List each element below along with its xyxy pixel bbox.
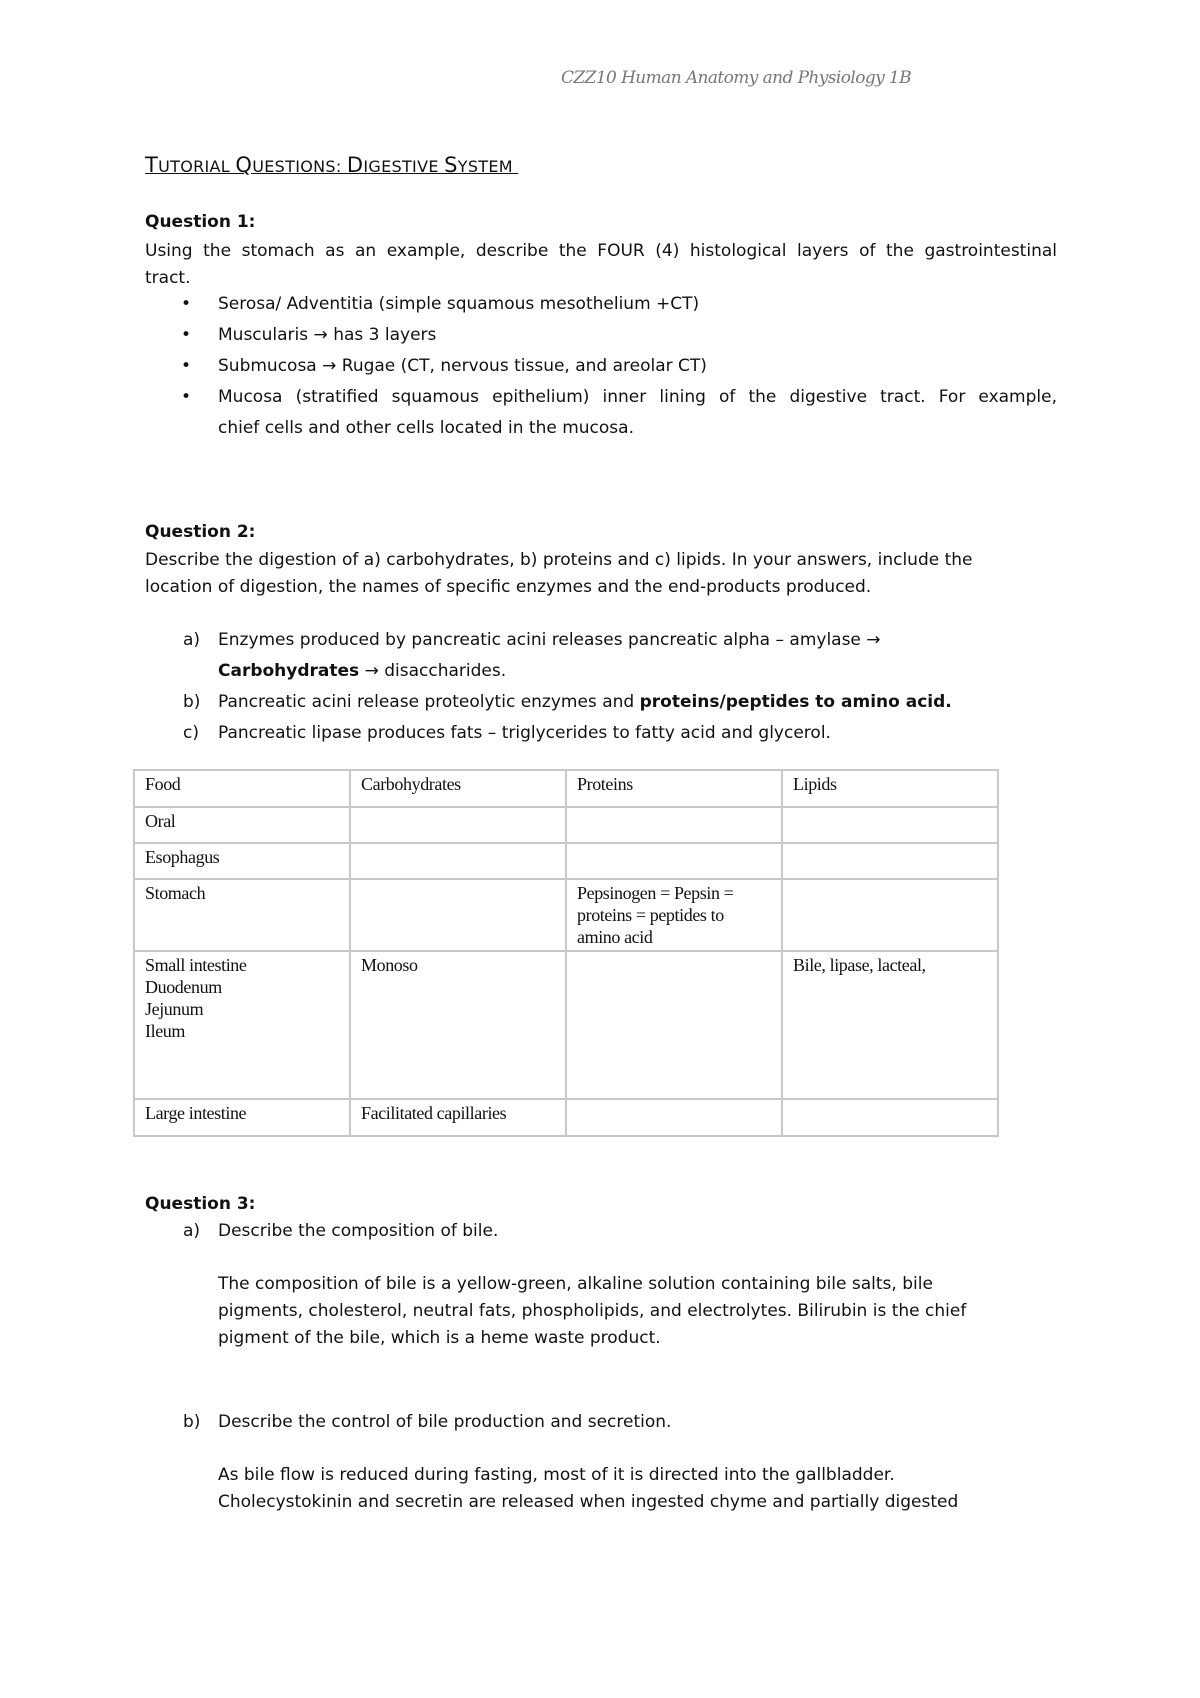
table-cell xyxy=(782,843,998,879)
table-cell xyxy=(566,951,782,1099)
table-cell: Pepsinogen = Pepsin = proteins = peptides to amino acid xyxy=(566,879,782,951)
list-item: • Mucosa (stratified squamous epithelium) inner lining of the digestive tract. For example, chief cells and other cells located in the mucosa. xyxy=(145,382,1057,444)
table-cell: Oral xyxy=(134,807,350,843)
table-row xyxy=(134,879,998,951)
course-header: CZZ10 Human Anatomy and Physiology 1B xyxy=(561,68,912,88)
table-cell xyxy=(566,843,782,879)
arrow-icon: → xyxy=(322,356,337,376)
question-3a-answer: The composition of bile is a yellow-green, alkaline solution containing bile salts, bile pigments, cholesterol, neutral fats, phospholipids, and electrolytes. Bilirubin is the chief pigment of the bile, which is a heme waste product. xyxy=(218,1274,967,1348)
question-1-layer-list xyxy=(145,289,1057,444)
list-item: • Serosa/ Adventitia (simple squamous mesothelium +CT) xyxy=(145,289,1057,320)
question-2-heading: Question 2: xyxy=(145,522,256,542)
table-cell xyxy=(566,1099,782,1136)
bullet-icon: • xyxy=(181,356,192,376)
list-item: c) Pancreatic lipase produces fats – triglycerides to fatty acid and glycerol. xyxy=(183,723,831,743)
table-header-cell: Lipids xyxy=(782,770,998,807)
question-3b xyxy=(145,1407,1057,1438)
list-item: b) Pancreatic acini release proteolytic enzymes and proteins/peptides to amino acid. xyxy=(183,692,952,712)
list-item: b) Describe the control of bile production and secretion. xyxy=(183,1412,672,1432)
table-cell: Facilitated capillaries xyxy=(350,1099,566,1136)
question-3b-answer: As bile flow is reduced during fasting, most of it is directed into the gallbladder. Cholecystokinin and secretin are released when ingested chyme and partially digested xyxy=(218,1465,959,1512)
list-item: • Submucosa → Rugae (CT, nervous tissue, and areolar CT) xyxy=(145,351,1057,382)
table-row xyxy=(134,951,998,1099)
table-header-row xyxy=(134,770,998,807)
question-2-answer-list xyxy=(145,625,1057,749)
question-2-prompt-line-2: location of digestion, the names of specific enzymes and the end-products produced. xyxy=(145,577,872,597)
question-2-prompt-line-1: Describe the digestion of a) carbohydrates, b) proteins and c) lipids. In your answers, include the xyxy=(145,550,973,570)
table-row xyxy=(134,807,998,843)
table-cell: Bile, lipase, lacteal, xyxy=(782,951,998,1099)
digestion-table xyxy=(133,769,999,1137)
table-row xyxy=(134,1099,998,1136)
table-header-cell: Carbohydrates xyxy=(350,770,566,807)
table-cell xyxy=(566,807,782,843)
list-item: • Muscularis → has 3 layers xyxy=(145,320,1057,351)
question-3-heading: Question 3: xyxy=(145,1194,256,1214)
list-item: a) Enzymes produced by pancreatic acini releases pancreatic alpha – amylase → Carbohydrates → disaccharides. xyxy=(183,630,881,681)
document-title: TUTORIAL QUESTIONS: DIGESTIVE SYSTEM xyxy=(145,153,519,177)
table-cell xyxy=(350,843,566,879)
question-3a xyxy=(145,1216,1057,1247)
bullet-icon: • xyxy=(181,294,192,314)
table-header-cell: Food xyxy=(134,770,350,807)
bullet-icon: • xyxy=(181,387,192,407)
table-header-cell: Proteins xyxy=(566,770,782,807)
table-cell: Large intestine xyxy=(134,1099,350,1136)
bullet-icon: • xyxy=(181,325,192,345)
question-1-prompt-line-1: Using the stomach as an example, describe the FOUR (4) histological layers of the gastrointestinal xyxy=(145,241,1057,261)
question-1-prompt-line-2: tract. xyxy=(145,268,191,288)
table-cell xyxy=(782,807,998,843)
table-cell xyxy=(350,879,566,951)
list-item: a) Describe the composition of bile. xyxy=(183,1221,499,1241)
table-cell xyxy=(350,807,566,843)
table-row xyxy=(134,843,998,879)
table-cell: Monoso xyxy=(350,951,566,1099)
table-cell: Esophagus xyxy=(134,843,350,879)
arrow-icon: → xyxy=(313,325,328,345)
table-cell: Small intestine Duodenum Jejunum Ileum xyxy=(134,951,350,1099)
table-cell xyxy=(782,1099,998,1136)
table-cell: Stomach xyxy=(134,879,350,951)
table-cell xyxy=(782,879,998,951)
question-1-heading: Question 1: xyxy=(145,212,256,232)
